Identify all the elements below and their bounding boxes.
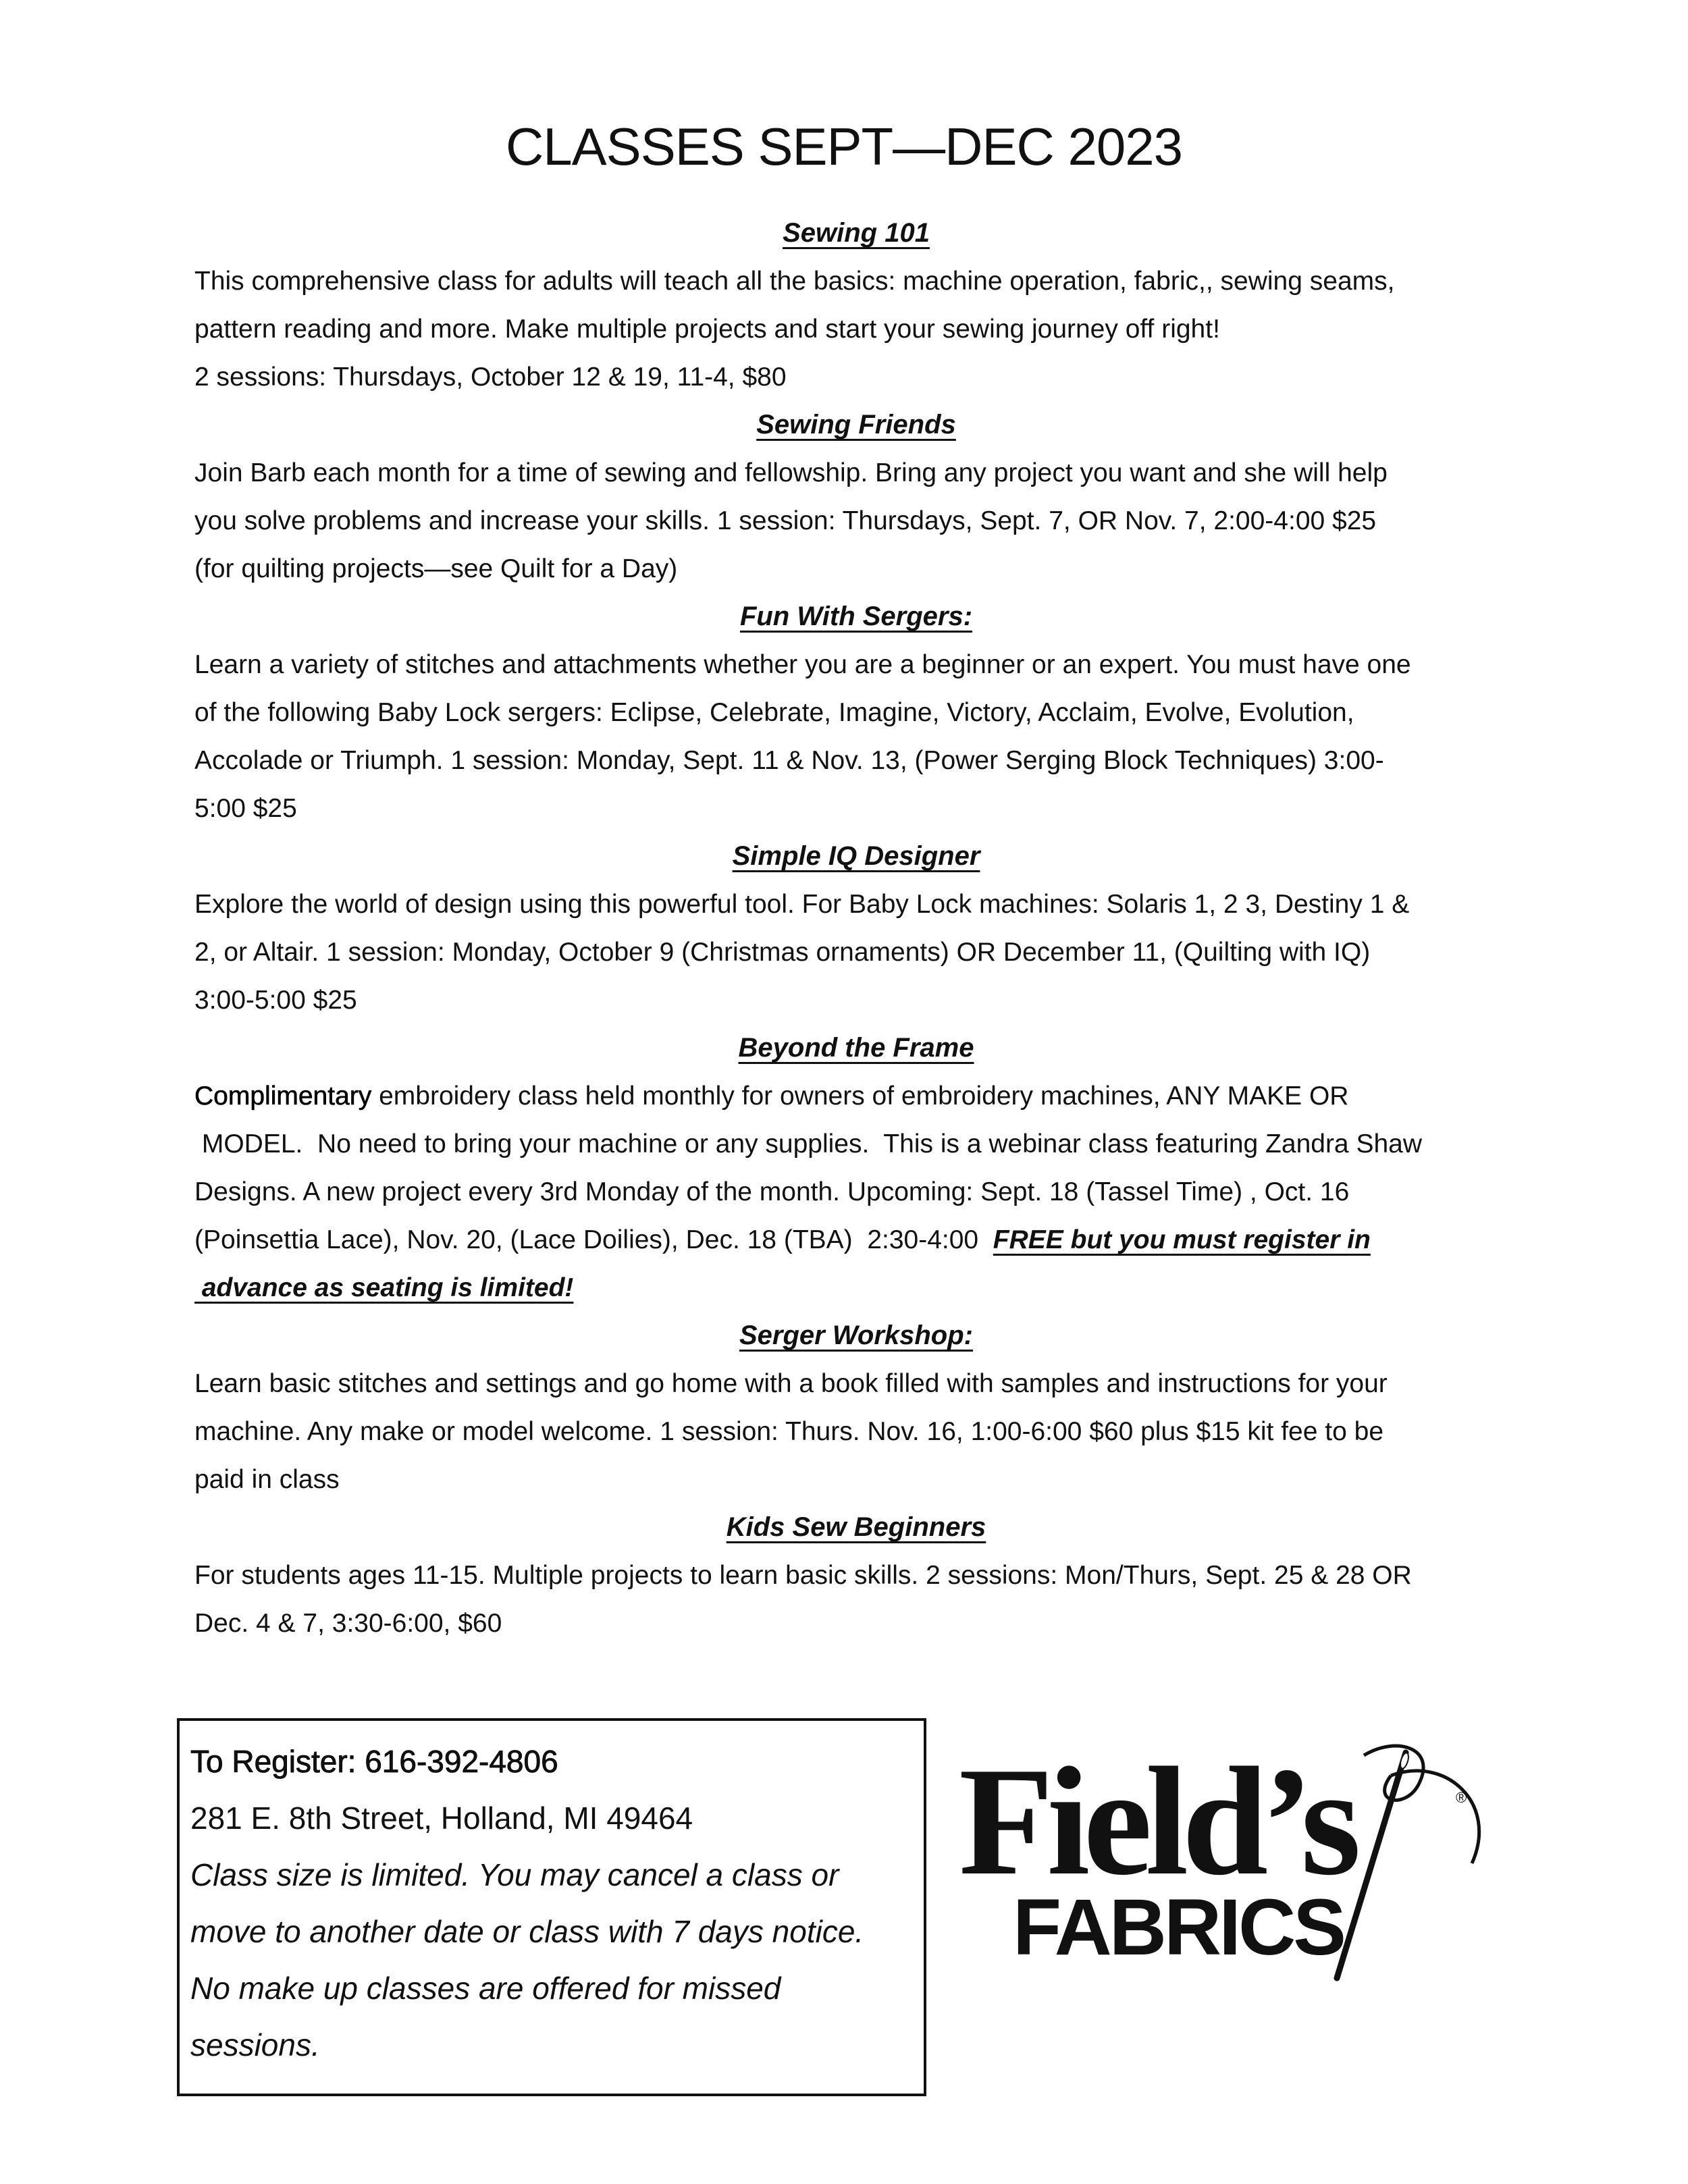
class-description-line: paid in class xyxy=(194,1465,340,1494)
class-description-line: Join Barb each month for a time of sewing and fellowship. Bring any project you want and she will help xyxy=(194,458,1388,487)
class-description-line: This comprehensive class for adults will teach all the basics: machine operation, fabric,, sewing seams, xyxy=(194,267,1395,296)
class-title: Simple IQ Designer xyxy=(732,841,980,871)
class-sewing-friends xyxy=(194,401,1518,593)
class-title: Fun With Sergers: xyxy=(739,602,973,631)
free-registration-note: FREE but you must register in xyxy=(993,1225,1371,1254)
class-beyond-the-frame xyxy=(194,1024,1518,1312)
class-list xyxy=(194,209,1518,1647)
class-description-line: Dec. 4 & 7, 3:30-6:00, $60 xyxy=(194,1609,502,1638)
logo-text-fabrics: FABRICS xyxy=(1013,1883,1344,1972)
class-title: Beyond the Frame xyxy=(738,1033,974,1063)
class-title: Kids Sew Beginners xyxy=(726,1512,986,1542)
class-description-line: Complimentary embroidery class held monthly for owners of embroidery machines, ANY MAKE OR xyxy=(194,1082,1349,1111)
policy-line: move to another date or class with 7 days notice. xyxy=(190,1914,864,1949)
registration-info-box xyxy=(177,1718,926,2096)
free-registration-note: advance as seating is limited! xyxy=(194,1273,574,1302)
registered-mark: ® xyxy=(1456,1789,1467,1806)
class-description-line: Learn a variety of stitches and attachments whether you are a beginner or an expert. You must have one xyxy=(194,650,1411,679)
class-description-line: (Poinsettia Lace), Nov. 20, (Lace Doilies), Dec. 18 (TBA) 2:30-4:00 FREE but you must register in xyxy=(194,1225,1371,1254)
class-description-line: machine. Any make or model welcome. 1 session: Thurs. Nov. 16, 1:00-6:00 $60 plus $15 kit fee to be xyxy=(194,1417,1384,1446)
class-description-line: you solve problems and increase your skills. 1 session: Thursdays, Sept. 7, OR Nov. 7, 2:00-4:00 $25 xyxy=(194,506,1377,535)
class-description-line: (for quilting projects—see Quilt for a Day) xyxy=(194,554,678,583)
policy-line: No make up classes are offered for missed xyxy=(190,1971,781,2006)
class-kids-sew-beginners xyxy=(194,1503,1518,1647)
class-serger-workshop xyxy=(194,1312,1518,1503)
class-description-line: Designs. A new project every 3rd Monday of the month. Upcoming: Sept. 18 (Tassel Time) , Oct. 16 xyxy=(194,1177,1350,1206)
class-description-line: 5:00 $25 xyxy=(194,794,297,823)
logo-text-fields: Field’s xyxy=(959,1735,1354,1907)
class-description-line: Accolade or Triumph. 1 session: Monday, Sept. 11 & Nov. 13, (Power Serging Block Techniques) 3:00- xyxy=(194,746,1384,775)
needle-icon xyxy=(1337,1746,1479,1978)
policy-line: sessions. xyxy=(190,2027,320,2062)
register-phone: To Register: 616-392-4806 xyxy=(190,1744,558,1779)
class-title: Sewing 101 xyxy=(783,218,930,248)
class-description-line: Learn basic stitches and settings and go home with a book filled with samples and instructions for your xyxy=(194,1369,1388,1398)
class-description-line: For students ages 11-15. Multiple projects to learn basic skills. 2 sessions: Mon/Thurs, Sept. 25 & 28 OR xyxy=(194,1561,1412,1590)
class-description-line xyxy=(194,1264,1518,1312)
class-description-line: MODEL. No need to bring your machine or any supplies. This is a webinar class featuring Zandra Shaw xyxy=(194,1129,1423,1158)
class-simple-iq-designer xyxy=(194,832,1518,1024)
class-fun-with-sergers xyxy=(194,593,1518,832)
complimentary-label: Complimentary xyxy=(194,1082,372,1111)
policy-line: Class size is limited. You may cancel a class or xyxy=(190,1857,839,1892)
class-description-line: pattern reading and more. Make multiple projects and start your sewing journey off right! xyxy=(194,315,1220,344)
fields-fabrics-logo xyxy=(959,1728,1512,1998)
class-schedule-line: 2 sessions: Thursdays, October 12 & 19, 11-4, $80 xyxy=(194,363,787,392)
class-description-line: 3:00-5:00 $25 xyxy=(194,986,357,1015)
class-description-line: of the following Baby Lock sergers: Eclipse, Celebrate, Imagine, Victory, Acclaim, Evolve, Evolution, xyxy=(194,698,1354,727)
class-description-line: Explore the world of design using this powerful tool. For Baby Lock machines: Solaris 1, 2 3, Destiny 1 & xyxy=(194,890,1410,919)
class-description-line: 2, or Altair. 1 session: Monday, October 9 (Christmas ornaments) OR December 11, (Quilting with IQ) xyxy=(194,938,1371,967)
store-address: 281 E. 8th Street, Holland, MI 49464 xyxy=(190,1801,693,1836)
class-title: Serger Workshop: xyxy=(739,1321,973,1350)
class-sewing-101 xyxy=(194,209,1518,401)
class-title: Sewing Friends xyxy=(756,410,956,440)
page-title: CLASSES SEPT—DEC 2023 xyxy=(505,117,1183,176)
